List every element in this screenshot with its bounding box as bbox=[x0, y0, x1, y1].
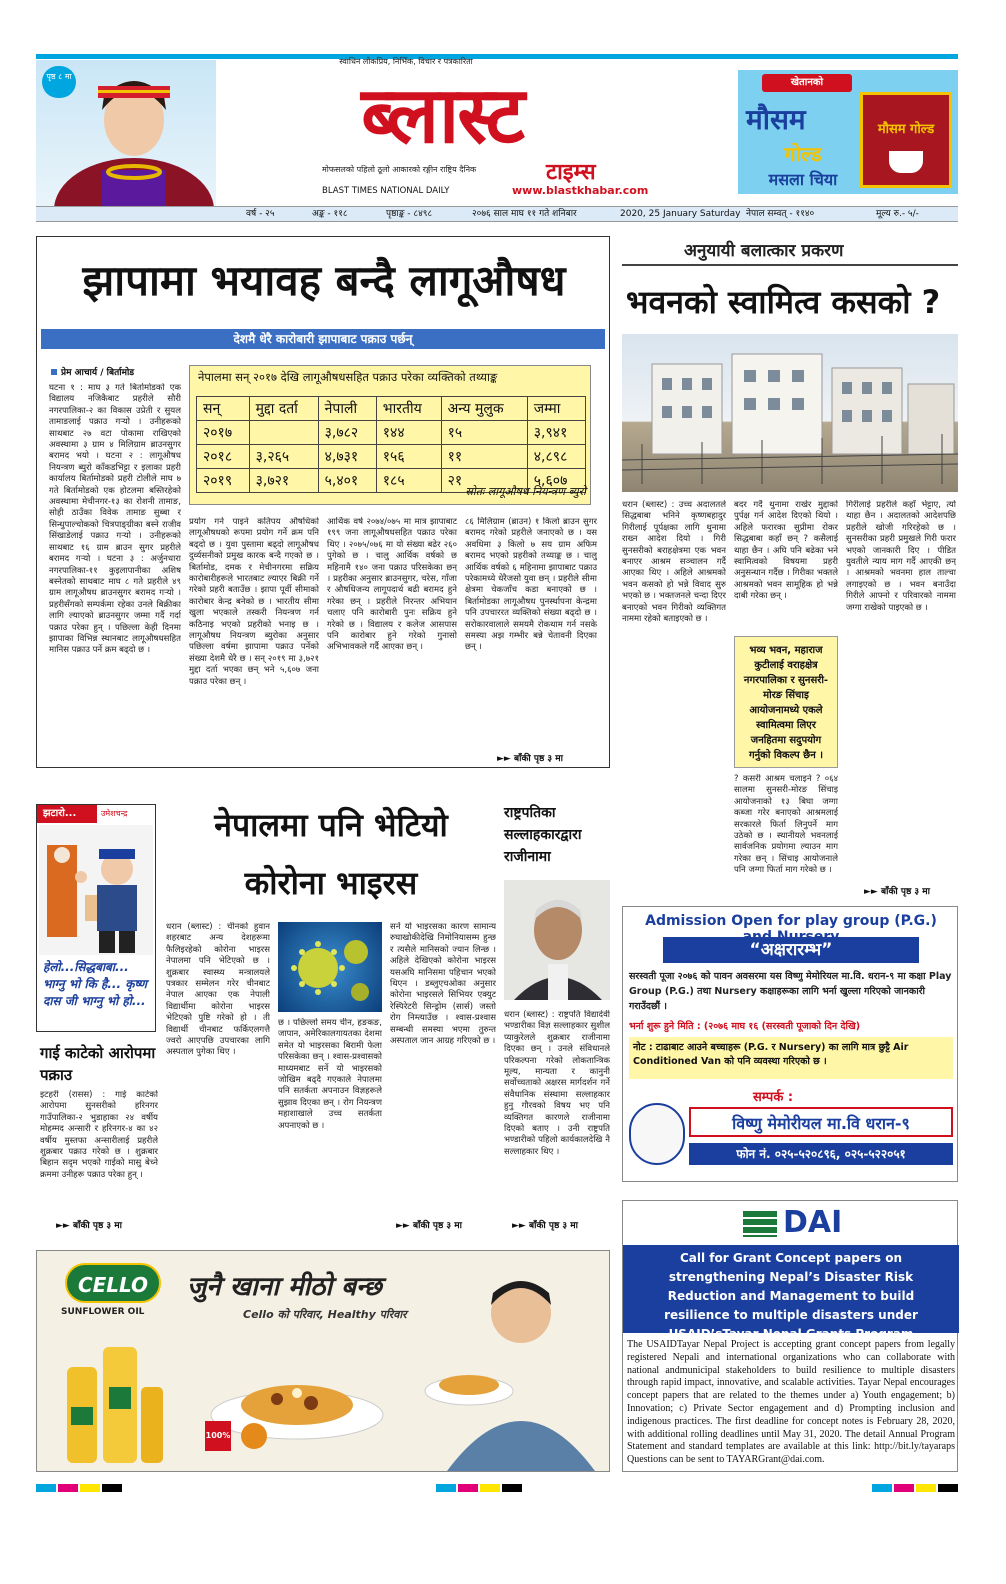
resign-photo bbox=[504, 880, 610, 1000]
cartoon-artist: उमेशचन्द्र bbox=[101, 809, 128, 818]
cello-badge-text: 100% bbox=[205, 1431, 231, 1440]
cell: २०१९ bbox=[197, 469, 250, 493]
school-ad-line1: सरस्वती पूजा २०७६ को पावन अवसरमा यस विष्णु मेमोरियल मा.वि. धरान-९ मा कक्षा Play Group (P.G.) तथा Nursery कक्षाहरूका लागि भर्ना खुल्ला गरिएको जानकारी गराउँदछौं । bbox=[629, 971, 952, 1012]
school-ad-school: विष्णु मेमोरीयल मा.वि धरान-९ bbox=[689, 1107, 953, 1137]
lead-byline bbox=[51, 365, 191, 378]
dai-ad-title: Call for Grant Concept papers on strengthening Nepal’s Disaster Risk Reduction and Management to build resilience to multiple disasters under USAID’sTayar Nepal Grants Program bbox=[623, 1245, 959, 1333]
reg-mark-black bbox=[502, 1484, 522, 1492]
oil-bottle-illustration bbox=[63, 1327, 167, 1465]
school-ad-contact: सम्पर्क : bbox=[753, 1090, 794, 1105]
lead-more-text: बाँकी पृष्ठ ३ मा bbox=[513, 754, 563, 764]
side-more-link[interactable] bbox=[56, 1218, 156, 1231]
reg-mark-magenta bbox=[894, 1484, 914, 1492]
corona-col-3: सर्ने यो भाइरसका कारण सामान्य रुघाखोकीदेखि निमोनियासम्म हुन्छ र त्यसैले मानिसको ज्यान लिन्छ । अहिले देखिएको कोरोना भाइरस यसअघि मानिसमा पहिचान भएको थिएन । डब्लुएचओका अनुसार कोरोना भाइरसले सिभियर एक्युट रेस्पिरेटरी सिन्ड्रोम (सार्स) जस्तो रोग निम्त्याउँछ । श्वास-प्रश्वास सम्बन्धी समस्या भएमा तुरुन्त अस्पताल जान आग्रह गरिएको छ । bbox=[390, 922, 496, 1047]
right-story bbox=[622, 236, 958, 896]
arrow-icon: ►► bbox=[864, 887, 881, 897]
building-illustration bbox=[622, 334, 958, 492]
resign-more-link[interactable] bbox=[512, 1218, 610, 1231]
cell: ४,७३१ bbox=[318, 445, 376, 469]
drug-stats-box bbox=[189, 365, 591, 505]
page-badge[interactable] bbox=[42, 66, 76, 98]
dateline-ad-date: 2020, 25 January Saturday bbox=[620, 209, 741, 219]
dateline-price: मूल्य रु.- ५/- bbox=[876, 209, 919, 219]
dateline-issue: अङ्क - ११८ bbox=[312, 209, 348, 219]
stats-table bbox=[196, 396, 586, 493]
dai-ad-body: The USAIDTayar Nepal Project is accepting grant concept papers from legally registered Nepali and international organizations who can collaborate with national andmunicipal stakeholders to build resilience to multiple disasters through rapid impact, innovative, and scalable activities. Tayar Nepal encourages concept papers that are related to the themes under a) Youth engagement; b) Innovation; c) Private Sector engagement and d) Prompting inclusion and indigenous practices. The first deadline for concept notes is February 28, 2020, with additional rolling deadlines until May 31, 2020. The detail Annual Program Statement and standard templates are available at this link: http://bit.ly/tayaraps Questions can be sent to TAYARGrant@dai.com. bbox=[627, 1339, 955, 1466]
school-ad-program: “अक्षरारम्भ” bbox=[663, 937, 919, 963]
virus-photo bbox=[278, 922, 382, 1012]
reg-mark-magenta bbox=[458, 1484, 478, 1492]
side-text: इटहरी (रासस) : गाई काटेको आरोपमा सुनसरीको हरिनगर गाउँपालिका-२ भुडाहाका २४ वर्षीय मोहम्मद अन्सारी र हरिनगर-४ का ४२ वर्षीय मुस्तफा अन्सारीलाई प्रहरीले शुक्रबार पक्राउ गरेको छ । शुक्रबार बिहान सदृम भएको गाईको मासु बेच्ने क्रममा उनीहरू पक्राउ परेका हुन् । bbox=[40, 1090, 158, 1180]
arrow-icon: ►► bbox=[56, 1221, 73, 1231]
lead-col-3: आर्थिक वर्ष २०७४/०७५ मा मात्र झापाबाट १९९ जना लागूऔषधसहित पक्राउ परेका थिए । २०७५/०७६ मा यो संख्या बढेर २६० पुगेको छ । चालु आर्थिक वर्षको छ महिनामै १४० जना पक्राउ परिसकेका छन् । प्रहरीका अनुसार ब्राउनसुगर, चरेस, गाँजा र औषधिजन्य लागूपदार्थ बढी बरामद हुने गरेका छन् । प्रहरीले निरन्तर अभियान चलाए पनि कारोबारी पुनः सक्रिय हुने गरेको छ । विद्यालय र कलेज आसपास पनि कारोबार हुने गरेको गुनासो अभिभावकले गर्दै आएका छन् । bbox=[327, 517, 457, 653]
kicker-rule bbox=[622, 264, 958, 266]
right-col-4: ? कसरी आश्रम चलाइने ? ०६४ सालमा सुनसरी-मोरङ सिंचाइ आयोजनाको १३ बिघा जग्गा कब्जा गरेर बनाएको आश्रमलाई सरकारले फिर्ता लिनुपर्ने माग उठेको छ । स्थानीयले भवनलाई सार्वजनिक प्रयोगमा ल्याउन माग गरेका छन् । सिंचाइ आयोजनाले पनि जग्गा फिर्ता माग गरेको छ । bbox=[734, 774, 838, 876]
right-more-link[interactable] bbox=[864, 884, 958, 897]
corona-headline-1[interactable]: नेपालमा पनि भेटियो bbox=[214, 806, 448, 844]
right-highlight-box bbox=[734, 636, 838, 768]
table-source: स्रोतः लागूऔषध नियन्त्रण ब्युरो bbox=[465, 485, 586, 498]
cello-sub: Cello को परिवार, Healthy परिवार bbox=[243, 1308, 407, 1321]
right-kicker: अनुयायी बलात्कार प्रकरण bbox=[684, 241, 844, 261]
food-illustration bbox=[207, 1355, 387, 1445]
cello-badge bbox=[205, 1421, 231, 1451]
tea-ad-line2: गोल्ड bbox=[784, 142, 822, 166]
table-row bbox=[197, 421, 586, 445]
logo-main-text: ब्लास्ट bbox=[361, 71, 523, 161]
reg-mark-cyan bbox=[872, 1484, 892, 1492]
corona-headline-2[interactable]: कोरोना भाइरस bbox=[244, 864, 418, 902]
tea-ad-brand: खेतानको bbox=[762, 74, 852, 92]
th-indian: भारतीय bbox=[376, 397, 441, 421]
building-photo bbox=[622, 334, 958, 492]
arrow-icon: ►► bbox=[497, 754, 514, 764]
dai-ad[interactable] bbox=[622, 1200, 958, 1472]
reg-mark-cyan bbox=[36, 1484, 56, 1492]
cello-ad[interactable] bbox=[36, 1250, 610, 1472]
school-ad-line2: भर्ना शुरू हुने मिति : (२०७६ माघ १६ (सरस्वती पूजाको दिन देखि) bbox=[629, 1021, 861, 1032]
cell: ३,७२१ bbox=[249, 469, 318, 493]
resign-headline[interactable]: राष्ट्रपतिका सल्लाहकारद्वारा राजीनामा bbox=[504, 805, 582, 865]
resign-more-text: बाँकी पृष्ठ ३ मा bbox=[528, 1221, 578, 1231]
school-ad[interactable] bbox=[622, 906, 958, 1182]
reg-mark-magenta bbox=[58, 1484, 78, 1492]
cello-brand: CELLO bbox=[77, 1273, 149, 1297]
food-plate bbox=[207, 1355, 387, 1445]
cartoon-label bbox=[37, 805, 97, 823]
masthead-tagline: स्वाधिन लोकप्रिय, निर्भिक, विचार र पत्रकारिता bbox=[339, 57, 473, 66]
model-man bbox=[417, 1261, 603, 1471]
cartoon-box bbox=[36, 804, 156, 1032]
corona-story bbox=[166, 800, 496, 1232]
cell: १५६ bbox=[376, 445, 441, 469]
cell: ३,९४१ bbox=[527, 421, 585, 445]
dateline-year: वर्ष - २५ bbox=[246, 209, 275, 219]
lead-headline[interactable]: झापामा भयावह बन्दै लागूऔषध bbox=[82, 256, 566, 305]
dateline-reg: पृष्ठाङ्क - ८४९८ bbox=[386, 209, 433, 219]
cell: ३,७८२ bbox=[318, 421, 376, 445]
share-icon bbox=[241, 1423, 267, 1449]
table-header-row bbox=[197, 397, 586, 421]
cell: २१ bbox=[441, 469, 527, 493]
dateline bbox=[36, 206, 958, 222]
drug-stats-table bbox=[196, 396, 586, 493]
cell: ११ bbox=[441, 445, 527, 469]
lead-strap: देशमै धेरै कारोबारी झापाबाट पक्राउ पर्छन् bbox=[41, 329, 605, 349]
th-cases: मुद्दा दर्ता bbox=[249, 397, 318, 421]
school-ad-note: नोट : टाढाबाट आउने बच्चाहरू (P.G. र Nursery) का लागि मात्र छुट्टै Air Conditioned Van को पनि व्यवस्था गरिएको छ । bbox=[629, 1037, 953, 1079]
cartoon-caption: हेलो...सिद्धबाबा... भाग्नु भो कि है... कृष्ण दास जी भाग्नु भो हो... bbox=[43, 960, 147, 1008]
side-headline[interactable]: गाई काटेको आरोपमा पक्राउ bbox=[40, 1044, 156, 1084]
portrait-illustration bbox=[504, 880, 610, 1000]
lead-col-1: घटना १ : माघ ३ गते बिर्तामोडको एक विद्यालय नजिकैबाट प्रहरीले सौरी नगरपालिका-२ का विकास उप्रेती र सुयल तामाङलाई पक्राउ गर्‍यो । उनीहरूको साथबाट २७ वटा पोकामा राखिएको अवस्थामा ३ ग्राम ४ मिलिग्राम ब्राउनसुगर बरामद भयो । घटना २ : लागूऔषध नियन्त्रण ब्युरो काँकडभिट्टा र इलाका प्रहरी कार्यालय बिर्तामोडको प्रहरी टोलीले माघ ७ गते बिर्तामोडको एक होटलमा बस्तिरहेको अवस्थामा मेचीनगर-१३ का रोशनी तामाङ, सोही ठाउँका विवेक तामाङ सुब्बा र सिन्धुपाल्चोकको चित्रपाङ्ग्रीका बस्ने राजीव सिंखाडेलाई पक्राउ गर्‍यो । उनीहरूको साथबाट १६ ग्राम ब्राउन सुगर प्रहरीले बरामद गर्‍यो । घटना ३ : अर्जुनधारा नगरपालिका-११ कुइलापानीका अशिष बस्नेतको साथबाट माघ ८ गते प्रहरीले ४९ ग्राम लागूऔषध ब्राउनसुगर बरामद गर्‍यो । प्रहरीसँगको सम्पर्कमा रहेका उनले बिक्रीका लागि ल्याएको ब्राउनसुगर जम्मा गर्दै गर्दा पक्राउ परेका हुन् । पछिल्ला केही दिनमा झापाका विभिन्न स्थानबाट लागूऔषधसहित मानिस पक्राउ पर्ने क्रम बढ्दो छ । bbox=[49, 383, 181, 656]
tea-pack bbox=[860, 92, 952, 188]
byline-text: प्रेम आचार्य / बिर्तामोड bbox=[61, 368, 135, 378]
masthead bbox=[36, 54, 958, 206]
arrow-icon: ►► bbox=[396, 1221, 413, 1231]
right-headline[interactable]: भवनको स्वामित्व कसको ? bbox=[626, 283, 941, 321]
logo-subtitle: मोफसलको पहिलो ठूलो आकारको रङ्गीन राष्ट्रिय दैनिक bbox=[322, 165, 477, 174]
th-other: अन्य मुलुक bbox=[441, 397, 527, 421]
registration-marks bbox=[36, 1484, 958, 1492]
school-ad-title: Admission Open for play group (P.G.) bbox=[645, 913, 937, 929]
reg-mark-yellow bbox=[480, 1484, 500, 1492]
cello-logo bbox=[65, 1263, 161, 1303]
byline-square-icon bbox=[51, 369, 57, 375]
cello-product: SUNFLOWER OIL bbox=[61, 1307, 145, 1317]
oil-bottles bbox=[63, 1327, 167, 1465]
cell: ५,६०७ bbox=[527, 469, 585, 493]
virus-illustration bbox=[278, 922, 382, 1012]
cell: २०१७ bbox=[197, 421, 250, 445]
reg-mark-black bbox=[102, 1484, 122, 1492]
table-title: नेपालमा सन् २०१७ देखि लागूऔषधसहित पक्राउ परेका व्यक्तिको तथ्याङ्क bbox=[198, 370, 498, 384]
man-illustration bbox=[417, 1261, 603, 1471]
cell: ४,८९८ bbox=[527, 445, 585, 469]
cell: १५ bbox=[441, 421, 527, 445]
corona-more-text: बाँकी पृष्ठ ३ मा bbox=[412, 1221, 462, 1231]
lead-col-4: ८६ मिलिग्राम (ब्राउन) १ किलो ब्राउन सुगर बरामद गरेको प्रहरीले जनाएको छ । यस अवधिमा ३ किलो ७ सय ग्राम अफिम बरामद भएको प्रहरीको तथ्याङ्क छ । चालु आर्थिक वर्षको ६ महिनामा झापाबाट पक्राउ परेकामध्ये धेरैजसो युवा छन् । प्रहरीले सीमा क्षेत्रमा चेकजाँच कडा बनाएको छ । बिर्तामोडका लागूऔषध पुनर्स्थापना केन्द्रमा पनि उपचाररत व्यक्तिको संख्या बढ्दो छ । सरोकारवालाले समयमै रोकथाम गर्न नसके समस्या अझ गम्भीर बन्ने चेतावनी दिएका छन् । bbox=[465, 517, 597, 653]
arrow-icon: ►► bbox=[512, 1221, 529, 1231]
cell: २०१८ bbox=[197, 445, 250, 469]
cello-slogan: जुनै खाना मीठो बन्छ bbox=[187, 1272, 382, 1302]
reg-mark-black bbox=[938, 1484, 958, 1492]
corona-col-2: छ । पछिल्लो समय चीन, हङकङ, जापान, अमेरिकालगायतका देशमा समेत यो भाइरसका बिरामी फेला परिसकेका छन् । श्वास-प्रश्वासको माध्यमबाट सर्ने यो भाइरसको जोखिम बढ्दै गएकाले नेपालमा पनि सतर्कता अपनाउन विज्ञहरूले सुझाव दिएका छन् । रोग नियन्त्रण महाशाखाले उच्च सतर्कता अपनाएको छ । bbox=[278, 1018, 382, 1131]
tea-cup-icon bbox=[889, 151, 923, 173]
th-year: सन् bbox=[197, 397, 250, 421]
cell: १४४ bbox=[376, 421, 441, 445]
cartoon-drawing bbox=[39, 825, 153, 955]
right-col-2: बदर गर्दै थुनामा राखेर मुद्दाको पुर्पक्ष गर्न आदेश दिएको थियो । अहिले फरारका सुप्रीमा रोकर सिद्धबाबा कहाँ छन् ? कसैलाई थाहा छैन । अघि पनि बढेका भने स्वामित्वको विषयमा प्रहरी अनुसन्धान गर्दैछ । गिरीका भक्तले आश्रमको भवन सामूहिक हो भन्ने दाबी गरेका छन् । bbox=[734, 500, 838, 602]
dateline-nepal-samvat: नेपाल सम्वत् - ११४० bbox=[746, 209, 815, 219]
cell: ५,४०१ bbox=[318, 469, 376, 493]
th-total: जम्मा bbox=[527, 397, 585, 421]
tea-ad-line3: मसला चिया bbox=[768, 170, 838, 189]
lead-col-2: प्रयोग गर्न पाइने कतिपय औषधिको लागूऔषधको रूपमा प्रयोग गर्ने क्रम पनि बढ्दो छ । युवा पुस्तामा बढ्दो लागूऔषध दुर्व्यसनीको प्रमुख कारक बन्दै गएको छ । बिर्तामोड, दमक र मेचीनगरमा सक्रिय कारोबारीहरूले भारतबाट ल्याएर बिक्री गर्ने गरेको प्रहरी बताउँछ । झापा पूर्वी सीमाको कारोबार केन्द्र बनेको छ । भारतीय सीमा खुला भएकाले तस्करी नियन्त्रण गर्न कठिनाइ भएको प्रहरीको भनाइ छ । लागूऔषध नियन्त्रण ब्युरोका अनुसार पछिल्ला वर्षमा झापामा पक्राउ पर्नेको संख्या देशमै धेरै छ । सन् २०१९ मा ३,७२१ मुद्दा दर्ता भएका छन् भने ५,६०७ जना पक्राउ परेका छन् । bbox=[189, 517, 319, 687]
school-ad-phone[interactable]: फोन नं. ०२५-५२०८९६, ०२५-५२२०५१ bbox=[689, 1143, 953, 1165]
cell: ३,२६५ bbox=[249, 445, 318, 469]
reg-mark-yellow bbox=[916, 1484, 936, 1492]
dateline-bs-date: २०७६ साल माघ ११ गते शनिबार bbox=[472, 209, 577, 219]
side-more-text: बाँकी पृष्ठ ३ मा bbox=[72, 1221, 122, 1231]
side-story bbox=[36, 1042, 160, 1232]
right-col-1: धरान (ब्लास्ट) : उच्च अदालतले सिद्धबाबा भनिने कृष्णबहादुर गिरीलाई पूर्पक्षका लागि थुनामा राख्न आदेश दियो । गिरी सुनसरीको बराहक्षेत्रमा एक भवन बनाएर आश्रम सञ्चालन गर्दै आएका थिए । अहिले आश्रमको भवन कसको हो भन्ने विवाद सुरु भएको छ । भक्तजनले चन्दा दिएर बनाएको भवन गिरीको व्यक्तिगत नाममा रहेको बताइएको छ । bbox=[622, 500, 726, 625]
page-badge-text: पृष्ठ ८ मा bbox=[46, 72, 72, 81]
right-more-text: बाँकी पृष्ठ ३ मा bbox=[880, 887, 930, 897]
masthead-logo[interactable] bbox=[222, 70, 662, 170]
tea-ad-line1: मौसम bbox=[746, 103, 806, 136]
tea-pack-label: मौसम गोल्ड bbox=[877, 122, 935, 137]
cartoon-label-text: झटारो... bbox=[43, 808, 77, 819]
cell: १८५ bbox=[376, 469, 441, 493]
website-link[interactable]: www.blastkhabar.com bbox=[512, 184, 649, 197]
th-nepali: नेपाली bbox=[318, 397, 376, 421]
table-row bbox=[197, 445, 586, 469]
resign-story bbox=[504, 800, 610, 1232]
school-emblem-icon bbox=[629, 1103, 685, 1165]
cell bbox=[249, 421, 318, 445]
cartoon-illustration bbox=[39, 825, 153, 955]
reg-mark-yellow bbox=[80, 1484, 100, 1492]
tea-ad[interactable] bbox=[738, 70, 958, 194]
right-col-3: गिरीलाई प्रहरीले कहाँ भेट्टाए, त्यो थाहा छैन । अदालतको आदेशपछि प्रहरीले खोजी गरिरहेको छ । सुनसरीका प्रहरी प्रमुखले गिरी फरार भएको जानकारी दिए । पीडित युवतीले न्याय माग गर्दै आएकी छन् । आश्रमको भवनमा हाल ताल्चा लगाइएको छ । भवन बनाउँदा गिरीले आफ्नो र परिवारको नाममा जग्गा राखेको पाइएको छ । bbox=[846, 500, 956, 613]
lead-story bbox=[36, 236, 610, 768]
corona-more-link[interactable] bbox=[396, 1218, 496, 1231]
corona-col-1: धरान (ब्लास्ट) : चीनको हुवान शहरबाट अन्य देशहरूमा फैलिइरहेको कोरोना भाइरस नेपालमा पनि भेटिएको छ । शुक्रबार स्वास्थ्य मन्त्रालयले पत्रकार सम्मेलन गरेर चीनबाट नेपाल आएका एक नेपाली विद्यार्थीमा कोरोना भाइरस भेटिएको पुष्टि गरेको हो । ती विद्यार्थी चीनबाट फर्किएलगत्तै ज्वरो आएपछि उपचारका लागि अस्पताल पुगेका थिए । bbox=[166, 922, 270, 1058]
dai-logo-text: DAI bbox=[783, 1205, 843, 1240]
reg-mark-cyan bbox=[436, 1484, 456, 1492]
english-name: BLAST TIMES NATIONAL DAILY bbox=[322, 186, 450, 196]
logo-sub-text: टाइम्स bbox=[546, 160, 596, 185]
lead-more-link[interactable] bbox=[497, 751, 597, 764]
resign-text: धरान (ब्लास्ट) : राष्ट्रपति विद्यादेवी भण्डारीका विज्ञ सल्लाहकार सुशील प्याकुरेलले शुक्रबार राजीनामा दिएका छन् । उनले संविधानले परिकल्पना गरेको लोकतान्त्रिक मूल्य, मान्यता र कानुनी सर्वोच्चताको अक्षरस मार्गदर्शन गर्ने संवैधानिक संस्थामा सल्लाहकार हुनु गौरवको विषय भए पनि व्यक्तिगत कारणले राजीनामा दिएको बताए । उनी राष्ट्रपति भण्डारीको पहिलो कार्यकालदेखि नै सल्लाहकार थिए । bbox=[504, 1010, 610, 1157]
highlight-text: भव्य भवन, महाराज कुटीलाई वराहक्षेत्र नगरपालिका र सुनसरी-मोरङ सिंचाइ आयोजनामध्ये एकले स्वामित्वमा लिएर जनहितमा सदुपयोग गर्नुको विकल्प छैन । bbox=[743, 645, 829, 761]
dai-logo-icon bbox=[743, 1211, 777, 1237]
